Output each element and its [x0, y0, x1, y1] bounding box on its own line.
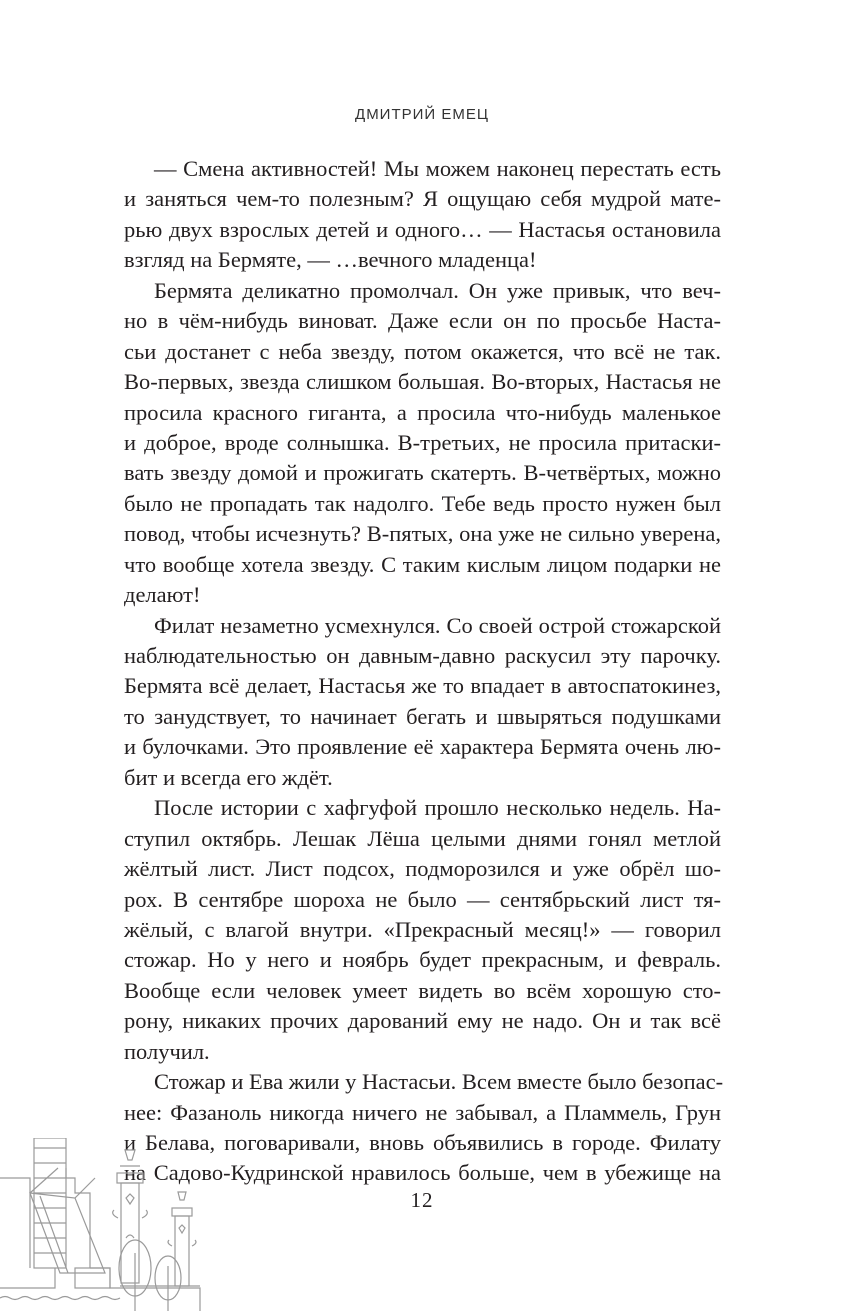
- text-line: взгляд на Бермяте, — …вечного младенца!: [124, 247, 537, 273]
- text-line: и булочками. Это проявление её характера Бермята очень лю-: [124, 734, 721, 760]
- text-line: Вообще если человек умеет видеть во всём хорошую сто-: [124, 977, 721, 1003]
- page-number: 12: [410, 1188, 434, 1212]
- text-line: нее: Фазаноль никогда ничего не забывал, а Пламмель, Грун: [124, 1099, 721, 1125]
- text-line: ступил октябрь. Лешак Лёша целыми днями гонял метлой: [124, 825, 721, 851]
- text-line: бит и всегда его ждёт.: [124, 764, 333, 790]
- city-skyline-icon: [0, 1138, 210, 1311]
- running-header-author: ДМИТРИЙ ЕМЕЦ: [355, 106, 489, 123]
- text-line: просила красного гиганта, а просила что-нибудь маленькое: [124, 399, 721, 425]
- text-line: рону, никаких прочих дарований ему не надо. Он и так всё: [124, 1008, 721, 1034]
- text-line: и доброе, вроде солнышка. В-третьих, не просила притаски-: [124, 429, 721, 455]
- text-line: Во-первых, звезда слишком большая. Во-вторых, Настасья не: [124, 369, 721, 395]
- text-line: Бермята всё делает, Настасья же то впадает в автоспатокинез,: [124, 673, 721, 699]
- text-line: стожар. Но у него и ноябрь будет прекрасным, и февраль.: [124, 947, 721, 973]
- text-line: рох. В сентябре шороха не было — сентябрьский лист тя-: [124, 886, 721, 912]
- text-line: Бермята деликатно промолчал. Он уже привык, что веч-: [154, 277, 721, 303]
- text-line: рью двух взрослых детей и одного… — Настасья остановила: [124, 216, 721, 242]
- text-line: жёлтый лист. Лист подсох, подморозился и уже обрёл шо-: [124, 856, 721, 882]
- text-line: что вообще хотела звезду. С таким кислым лицом подарки не: [124, 551, 721, 577]
- text-line: и заняться чем-то полезным? Я ощущаю себя мудрой мате-: [124, 186, 721, 212]
- text-line: получил.: [124, 1038, 210, 1064]
- text-line: Стожар и Ева жили у Настасьи. Всем вместе было безопас-: [154, 1069, 724, 1095]
- body-text: [124, 154, 724, 1189]
- text-line: После истории с хафгуфой прошло несколько недель. На-: [154, 795, 721, 821]
- text-line: было не пропадать так надолго. Тебе ведь просто нужен был: [124, 490, 721, 516]
- text-line: и Белава, поговаривали, вновь объявились в городе. Филату: [124, 1130, 721, 1155]
- text-line: делают!: [124, 582, 201, 608]
- text-line: то занудствует, то начинает бегать и швыряться подушками: [124, 703, 721, 729]
- text-line: сьи достанет с неба звезду, потом окажется, что всё не так.: [124, 338, 721, 364]
- text-line: вать звезду домой и прожигать скатерть. В-четвёртых, можно: [124, 460, 721, 486]
- text-line: жёлый, с влагой внутри. «Прекрасный месяц!» — говорил: [124, 916, 721, 942]
- text-line: на Садово-Кудринской нравилось больше, чем в убежище на: [124, 1160, 721, 1186]
- text-line: наблюдательностью он давным-давно раскусил эту парочку.: [124, 643, 721, 668]
- text-line: Филат незаметно усмехнулся. Со своей острой стожарской: [154, 612, 721, 638]
- text-line: повод, чтобы исчезнуть? В-пятых, она уже не сильно уверена,: [124, 521, 721, 547]
- text-line: — Смена активностей! Мы можем наконец перестать есть: [154, 156, 721, 181]
- text-line: но в чём-нибудь виноват. Даже если он по просьбе Наста-: [124, 308, 721, 334]
